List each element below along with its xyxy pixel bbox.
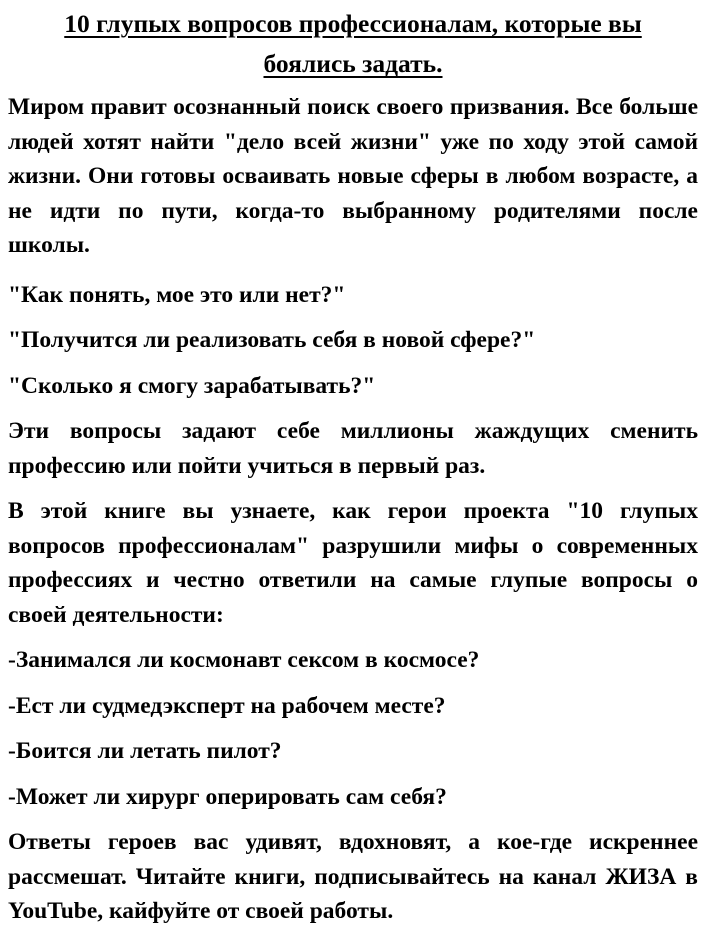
- question-2: "Получится ли реализовать себя в новой сфере?": [8, 327, 536, 353]
- document-page: [0, 4, 704, 924]
- title-line-1: 10 глупых вопросов профессионалам, которые вы: [64, 9, 642, 38]
- bullet-item-1: -Занимался ли космонавт сексом в космосе?: [8, 647, 480, 673]
- bullet-item-4: -Может ли хирург оперировать сам себя?: [8, 783, 447, 810]
- millions-paragraph: Эти вопросы задают себе миллионы жаждущих сменить профессию или пойти учиться в первый раз.: [8, 418, 698, 479]
- question-1: "Как понять, мое это или нет?": [8, 281, 346, 308]
- question-3: "Сколько я смогу зарабатывать?": [8, 372, 376, 399]
- outro-paragraph: Ответы героев вас удивят, вдохновят, а кое-где искреннее рассмешат. Читайте книги, подписывайтесь на канал ЖИЗА в YouTube, кайфуйте от своей работы.: [8, 829, 698, 924]
- bullet-item-3: -Боится ли летать пилот?: [8, 738, 282, 764]
- bullet-item-2: -Ест ли судмедэксперт на рабочем месте?: [8, 692, 446, 719]
- page-title: [8, 4, 698, 84]
- book-intro-paragraph: В этой книге вы узнаете, как герои проекта "10 глупых вопросов профессионалам" разрушили мифы о современных профессиях и честно ответили на самые глупые вопросы о своей деятельности:: [8, 498, 698, 628]
- title-line-2: боялись задать.: [263, 49, 443, 78]
- intro-paragraph: Миром правит осознанный поиск своего призвания. Все больше людей хотят найти "дело всей жизни" уже по ходу этой самой жизни. Они готовы осваивать новые сферы в любом возрасте, а не идти по пути, когда-то выбранному родителями после школы.: [8, 94, 698, 258]
